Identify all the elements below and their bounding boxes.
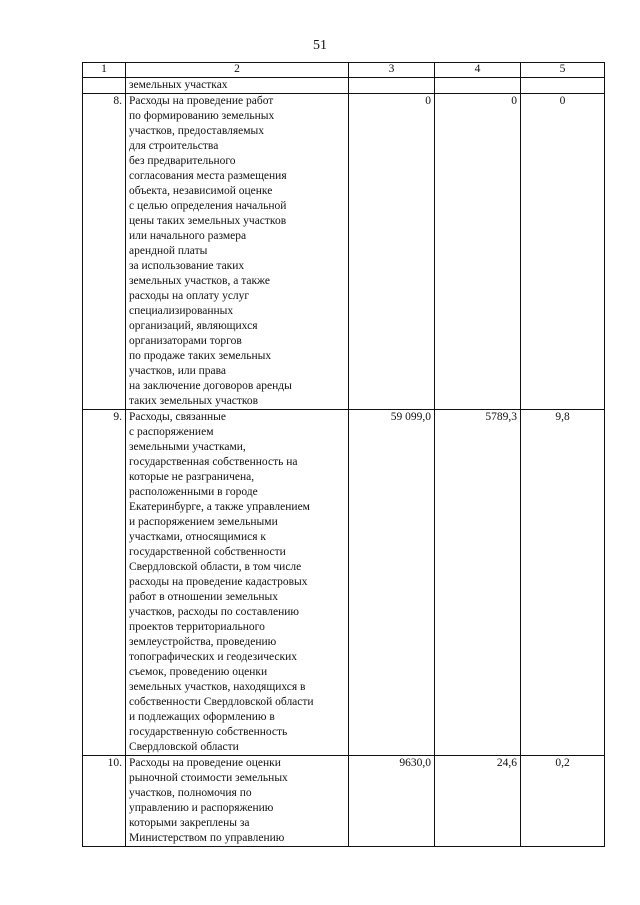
description-line: и подлежащих оформлению в: [129, 711, 275, 723]
continuation-row: [83, 78, 605, 94]
row-number-cell: 10.: [83, 756, 126, 847]
description-line: Министерством по управлению: [129, 832, 285, 844]
description-line: работ в отношении земельных: [129, 591, 278, 603]
description-line: участков, или права: [129, 365, 227, 377]
description-line: без предварительного: [129, 155, 236, 167]
description-line: Свердловской области: [129, 741, 239, 753]
description-line: организаторами торгов: [129, 335, 242, 347]
description-line: которыми закреплены за: [129, 817, 250, 829]
row-number-cell: 8.: [83, 94, 126, 410]
column-header-5: 5: [521, 63, 605, 78]
description-line: участков, предоставляемых: [129, 125, 264, 137]
page-number: 51: [313, 38, 327, 53]
description-line: государственная собственность на: [129, 456, 298, 468]
value-cell-4: 24,6: [435, 756, 521, 847]
row-number-cell: [83, 78, 126, 94]
description-line: и распоряжением земельными: [129, 516, 278, 528]
description-line: рыночной стоимости земельных: [129, 772, 288, 784]
description-line: земельными участками,: [129, 441, 246, 453]
description-line: землеустройства, проведению: [129, 636, 277, 648]
description-line: специализированных: [129, 305, 234, 317]
value-cell-3: 0: [349, 94, 435, 410]
description-line: собственности Свердловской области: [129, 696, 314, 708]
value-cell-3: [349, 78, 435, 94]
value-cell-5: [521, 78, 605, 94]
description-line: земельных участках: [129, 79, 228, 91]
description-line: расходы на оплату услуг: [129, 290, 250, 302]
description-cell: [126, 410, 349, 756]
column-header-3: 3: [349, 63, 435, 78]
value-cell-4: 0: [435, 94, 521, 410]
description-line: объекта, независимой оценке: [129, 185, 273, 197]
description-line: расходы на проведение кадастровых: [129, 576, 308, 588]
description-line: участками, относящимися к: [129, 531, 266, 543]
description-line: Свердловской области, в том числе: [129, 561, 302, 573]
description-line: по продаже таких земельных: [129, 350, 272, 362]
description-line: Расходы на проведение работ: [129, 95, 274, 107]
description-line: таких земельных участков: [129, 395, 259, 407]
description-cell: [126, 94, 349, 410]
table-row: [83, 410, 605, 756]
description-line: управлению и распоряжению: [129, 802, 274, 814]
table-header-row: [83, 63, 605, 78]
description-line: съемок, проведению оценки: [129, 666, 268, 678]
description-line: земельных участков, находящихся в: [129, 681, 306, 693]
value-cell-4: 5789,3: [435, 410, 521, 756]
value-cell-5: 0: [521, 94, 605, 410]
description-line: за использование таких: [129, 260, 245, 272]
description-line: Екатеринбурге, а также управлением: [129, 501, 310, 513]
value-cell-5: 0,2: [521, 756, 605, 847]
description-line: Расходы, связанные: [129, 411, 226, 423]
value-cell-5: 9,8: [521, 410, 605, 756]
description-line: участков, полномочия по: [129, 787, 252, 799]
description-cell: [126, 756, 349, 847]
description-line: цены таких земельных участков: [129, 215, 287, 227]
value-cell-3: 9630,0: [349, 756, 435, 847]
description-line: расположенными в городе: [129, 486, 258, 498]
value-cell-3: 59 099,0: [349, 410, 435, 756]
description-line: для строительства: [129, 140, 219, 152]
table-row: [83, 94, 605, 410]
description-line: государственной собственности: [129, 546, 286, 558]
column-header-4: 4: [435, 63, 521, 78]
description-line: организаций, являющихся: [129, 320, 258, 332]
value-cell-4: [435, 78, 521, 94]
description-line: топографических и геодезических: [129, 651, 298, 663]
description-line: с распоряжением: [129, 426, 214, 438]
budget-table: [82, 62, 605, 847]
description-line: участков, расходы по составлению: [129, 606, 300, 618]
description-line: согласования места размещения: [129, 170, 287, 182]
description-cell: [126, 78, 349, 94]
description-line: которые не разграничена,: [129, 471, 255, 483]
description-line: арендной платы: [129, 245, 208, 257]
description-line: земельных участков, а также: [129, 275, 270, 287]
description-line: государственную собственность: [129, 726, 288, 738]
column-header-1: 1: [83, 63, 126, 78]
description-line: по формированию земельных: [129, 110, 275, 122]
description-line: с целью определения начальной: [129, 200, 287, 212]
description-line: на заключение договоров аренды: [129, 380, 292, 392]
table-row: [83, 756, 605, 847]
column-header-2: 2: [126, 63, 349, 78]
row-number-cell: 9.: [83, 410, 126, 756]
description-line: Расходы на проведение оценки: [129, 757, 281, 769]
description-line: проектов территориального: [129, 621, 265, 633]
description-line: или начального размера: [129, 230, 247, 242]
